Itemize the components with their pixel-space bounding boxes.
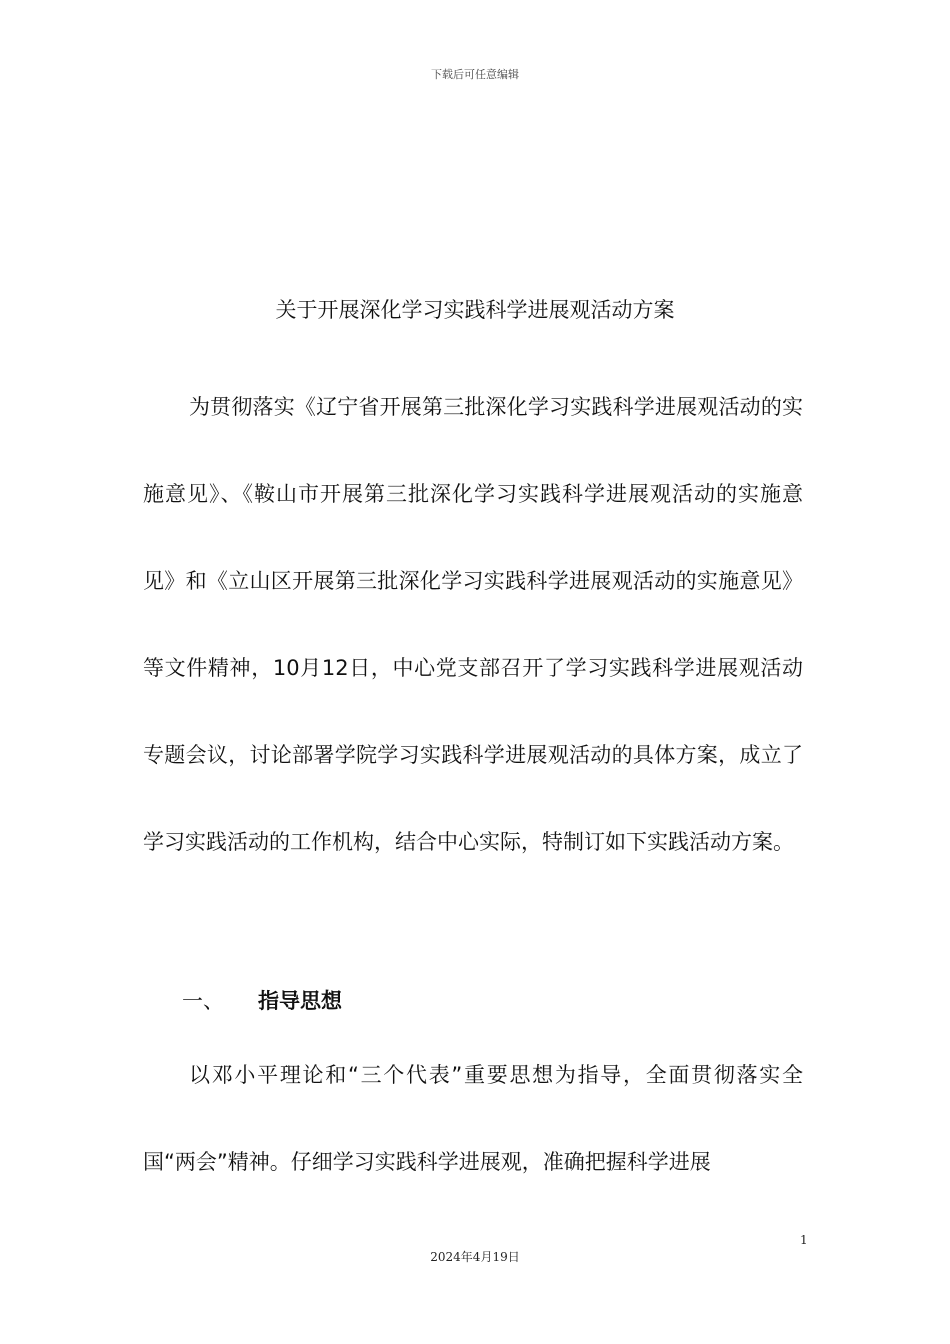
page-number: 1	[800, 1233, 808, 1247]
document-title: 关于开展深化学习实践科学进展观活动方案	[275, 298, 675, 322]
body-paragraph-1: 为贯彻落实《辽宁省开展第三批深化学习实践科学进展观活动的实施意见》、《鞍山市开展第三批深化学习实践科学进展观活动的实施意见》和《立山区开展第三批深化学习实践科学进展观活动的实施意见》等文件精神，10月12日，中心党支部召开了学习实践科学进展观活动专题会议，讨论部署学院学习实践科学进展观活动的具体方案，成立了学习实践活动的工作机构，结合中心实际，特制订如下实践活动方案。	[143, 395, 803, 854]
section-number: 一、	[182, 989, 224, 1013]
header-note: 下载后可任意编辑	[431, 68, 519, 81]
section-heading-1	[182, 986, 342, 1016]
body-paragraph-2: 以邓小平理论和“三个代表”重要思想为指导，全面贯彻落实全国“两会”精神。仔细学习实践科学进展观，准确把握科学进展	[143, 1063, 803, 1174]
section-title: 指导思想	[258, 989, 342, 1013]
footer-date: 2024年4月19日	[430, 1250, 520, 1264]
